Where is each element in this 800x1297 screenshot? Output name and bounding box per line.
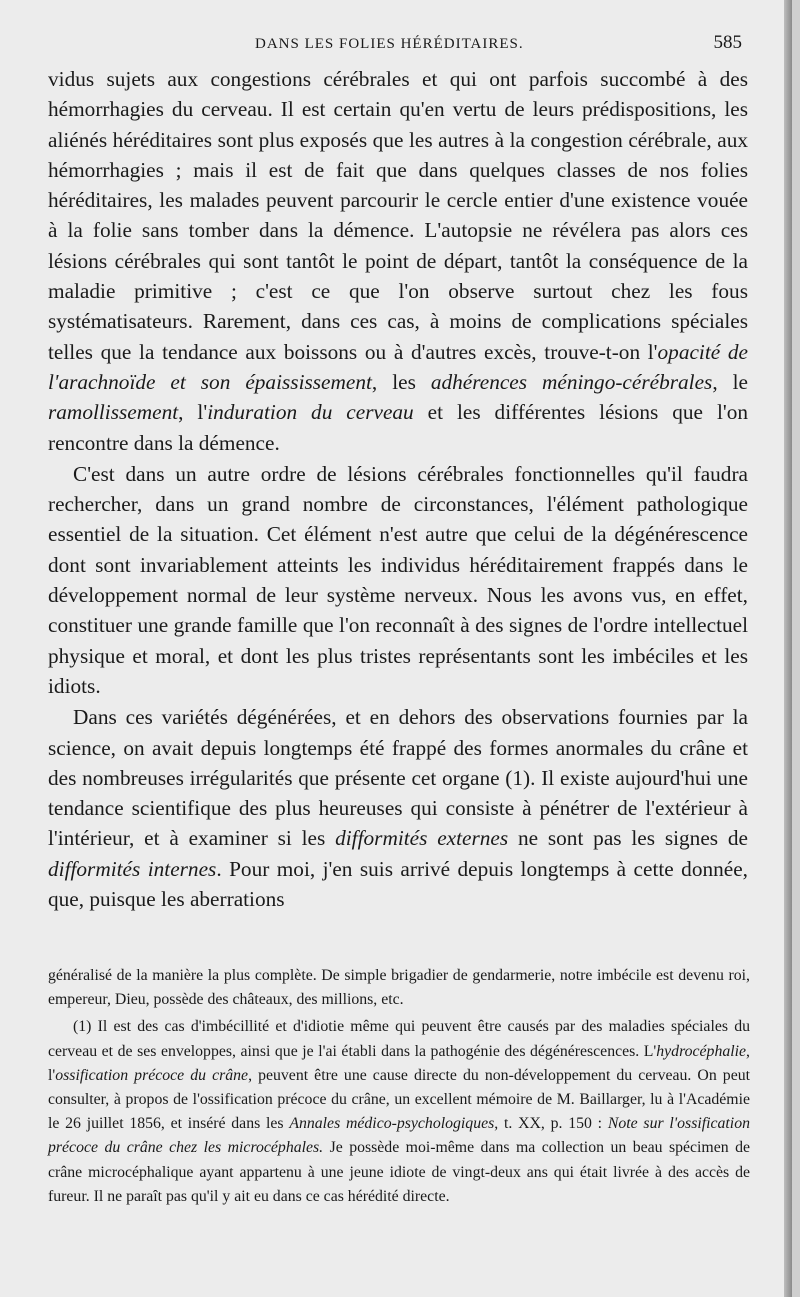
text-span: , t. XX, p. 150 : [494, 1115, 608, 1133]
paragraph-1 [48, 64, 748, 458]
text-span: , le [712, 369, 748, 394]
italic-span: difformités externes [335, 826, 509, 851]
italic-span: Note sur l'ossification précoce du crâne chez les microcéphales. [48, 1115, 750, 1157]
italic-span: ossification précoce du crâne [55, 1066, 249, 1084]
paragraph-3 [48, 702, 748, 914]
italic-span: difformités internes [48, 856, 217, 881]
italic-span: hydrocéphalie [656, 1042, 747, 1060]
running-head: DANS LES FOLIES HÉRÉDITAIRES. [255, 36, 524, 52]
footnote-1 [48, 1015, 750, 1209]
text-span: , les [371, 369, 431, 394]
page-edge [784, 0, 792, 1297]
text-span: , l' [178, 400, 208, 425]
italic-span: ramollissement [48, 400, 179, 425]
italic-span: adhérences méningo-cérébrales [430, 369, 713, 394]
footnote-continued: généralisé de la manière la plus complète. De simple brigadier de gendarmerie, notre imbécile est devenu roi, empereur, Dieu, possède des châteaux, des millions, etc. [48, 967, 750, 1009]
text-span: . Pour moi, j'en suis arrivé depuis longtemps à cette donnée, que, puisque les aberrations [48, 856, 748, 912]
text-span: , l' [48, 1042, 750, 1084]
text-span: Je possède moi-même dans ma collection un beau spécimen de crâne microcéphalique ayant appartenu à une jeune idiote de vingt-deux ans qui était livrée à des accès de fureur. Il ne paraît pas qu'il y ait eu dans ce cas hérédité directe. [48, 1139, 750, 1205]
footnotes [48, 964, 750, 1209]
page-header [48, 32, 742, 58]
text-span: (1) Il est des cas d'imbécillité et d'idiotie même qui peuvent être causés par des maladies spéciales du cerveau et de ses enveloppes, ainsi que je l'ai établi dans la pathogénie des dégénérescences. L' [48, 1018, 750, 1060]
text-span: Dans ces variétés dégénérées, et en dehors des observations fournies par la science, on avait depuis longtemps été frappé des formes anormales du crâne et des nombreuses irrégularités que présente cet organe (1). Il existe aujourd'hui une tendance scientifique des plus heureuses qui consiste à pénétrer de l'extérieur à l'intérieur, et à examiner si les [48, 705, 748, 851]
italic-span: opacité de l'arachnoïde et son épaississement [48, 339, 748, 394]
text-span: ne sont pas les signes de [508, 826, 748, 851]
paragraph-2: C'est dans un autre ordre de lésions cérébrales fonctionnelles qu'il faudra rechercher, dans un grand nombre de circonstances, l'élément pathologique essentiel de la situation. Cet élément n'est autre que celui de la dégénérescence dont sont invariablement atteints les individus héréditairement frappés dans le développement normal de leur système nerveux. Nous les avons vus, en effet, constituer une grande famille que l'on reconnaît à des signes de l'ordre intellectuel physique et moral, et dont les plus tristes représentants sont les imbéciles et les idiots. [48, 461, 748, 698]
text-span: et les différentes lésions que l'on rencontre dans la démence. [48, 400, 749, 455]
page-number: 585 [713, 32, 742, 53]
italic-span: Annales médico-psychologiques [289, 1115, 495, 1133]
text-span: vidus sujets aux congestions cérébrales et qui ont parfois succombé à des hémorrhagies du cerveau. Il est certain qu'en vertu de leurs prédispositions, les aliénés héréditaires sont plus exposés que les autres à la congestion cérébrale, aux hémorrhagies ; mais il est de fait que dans quelques classes de nos folies héréditaires, les malades peuvent parcourir le cercle entier d'une existence vouée à la folie sans tomber dans la démence. L'autopsie ne révélera pas alors ces lésions cérébrales qui sont tantôt le point de départ, tantôt la conséquence de la maladie primitive ; c'est ce que l'on observe surtout chez les fous systématisateurs. Rarement, dans ces cas, à moins de complications spéciales telles que la tendance aux boissons ou à d'autres excès, trouve-t-on l' [48, 67, 748, 364]
main-text [48, 64, 748, 914]
text-span: , peuvent être une cause directe du non-développement du cerveau. On peut consulter, à propos de l'ossification précoce du crâne, un excellent mémoire de M. Baillarger, lu à l'Académie le 26 juillet 1856, et inséré dans les [48, 1066, 750, 1133]
italic-span: induration du cerveau [207, 400, 414, 425]
